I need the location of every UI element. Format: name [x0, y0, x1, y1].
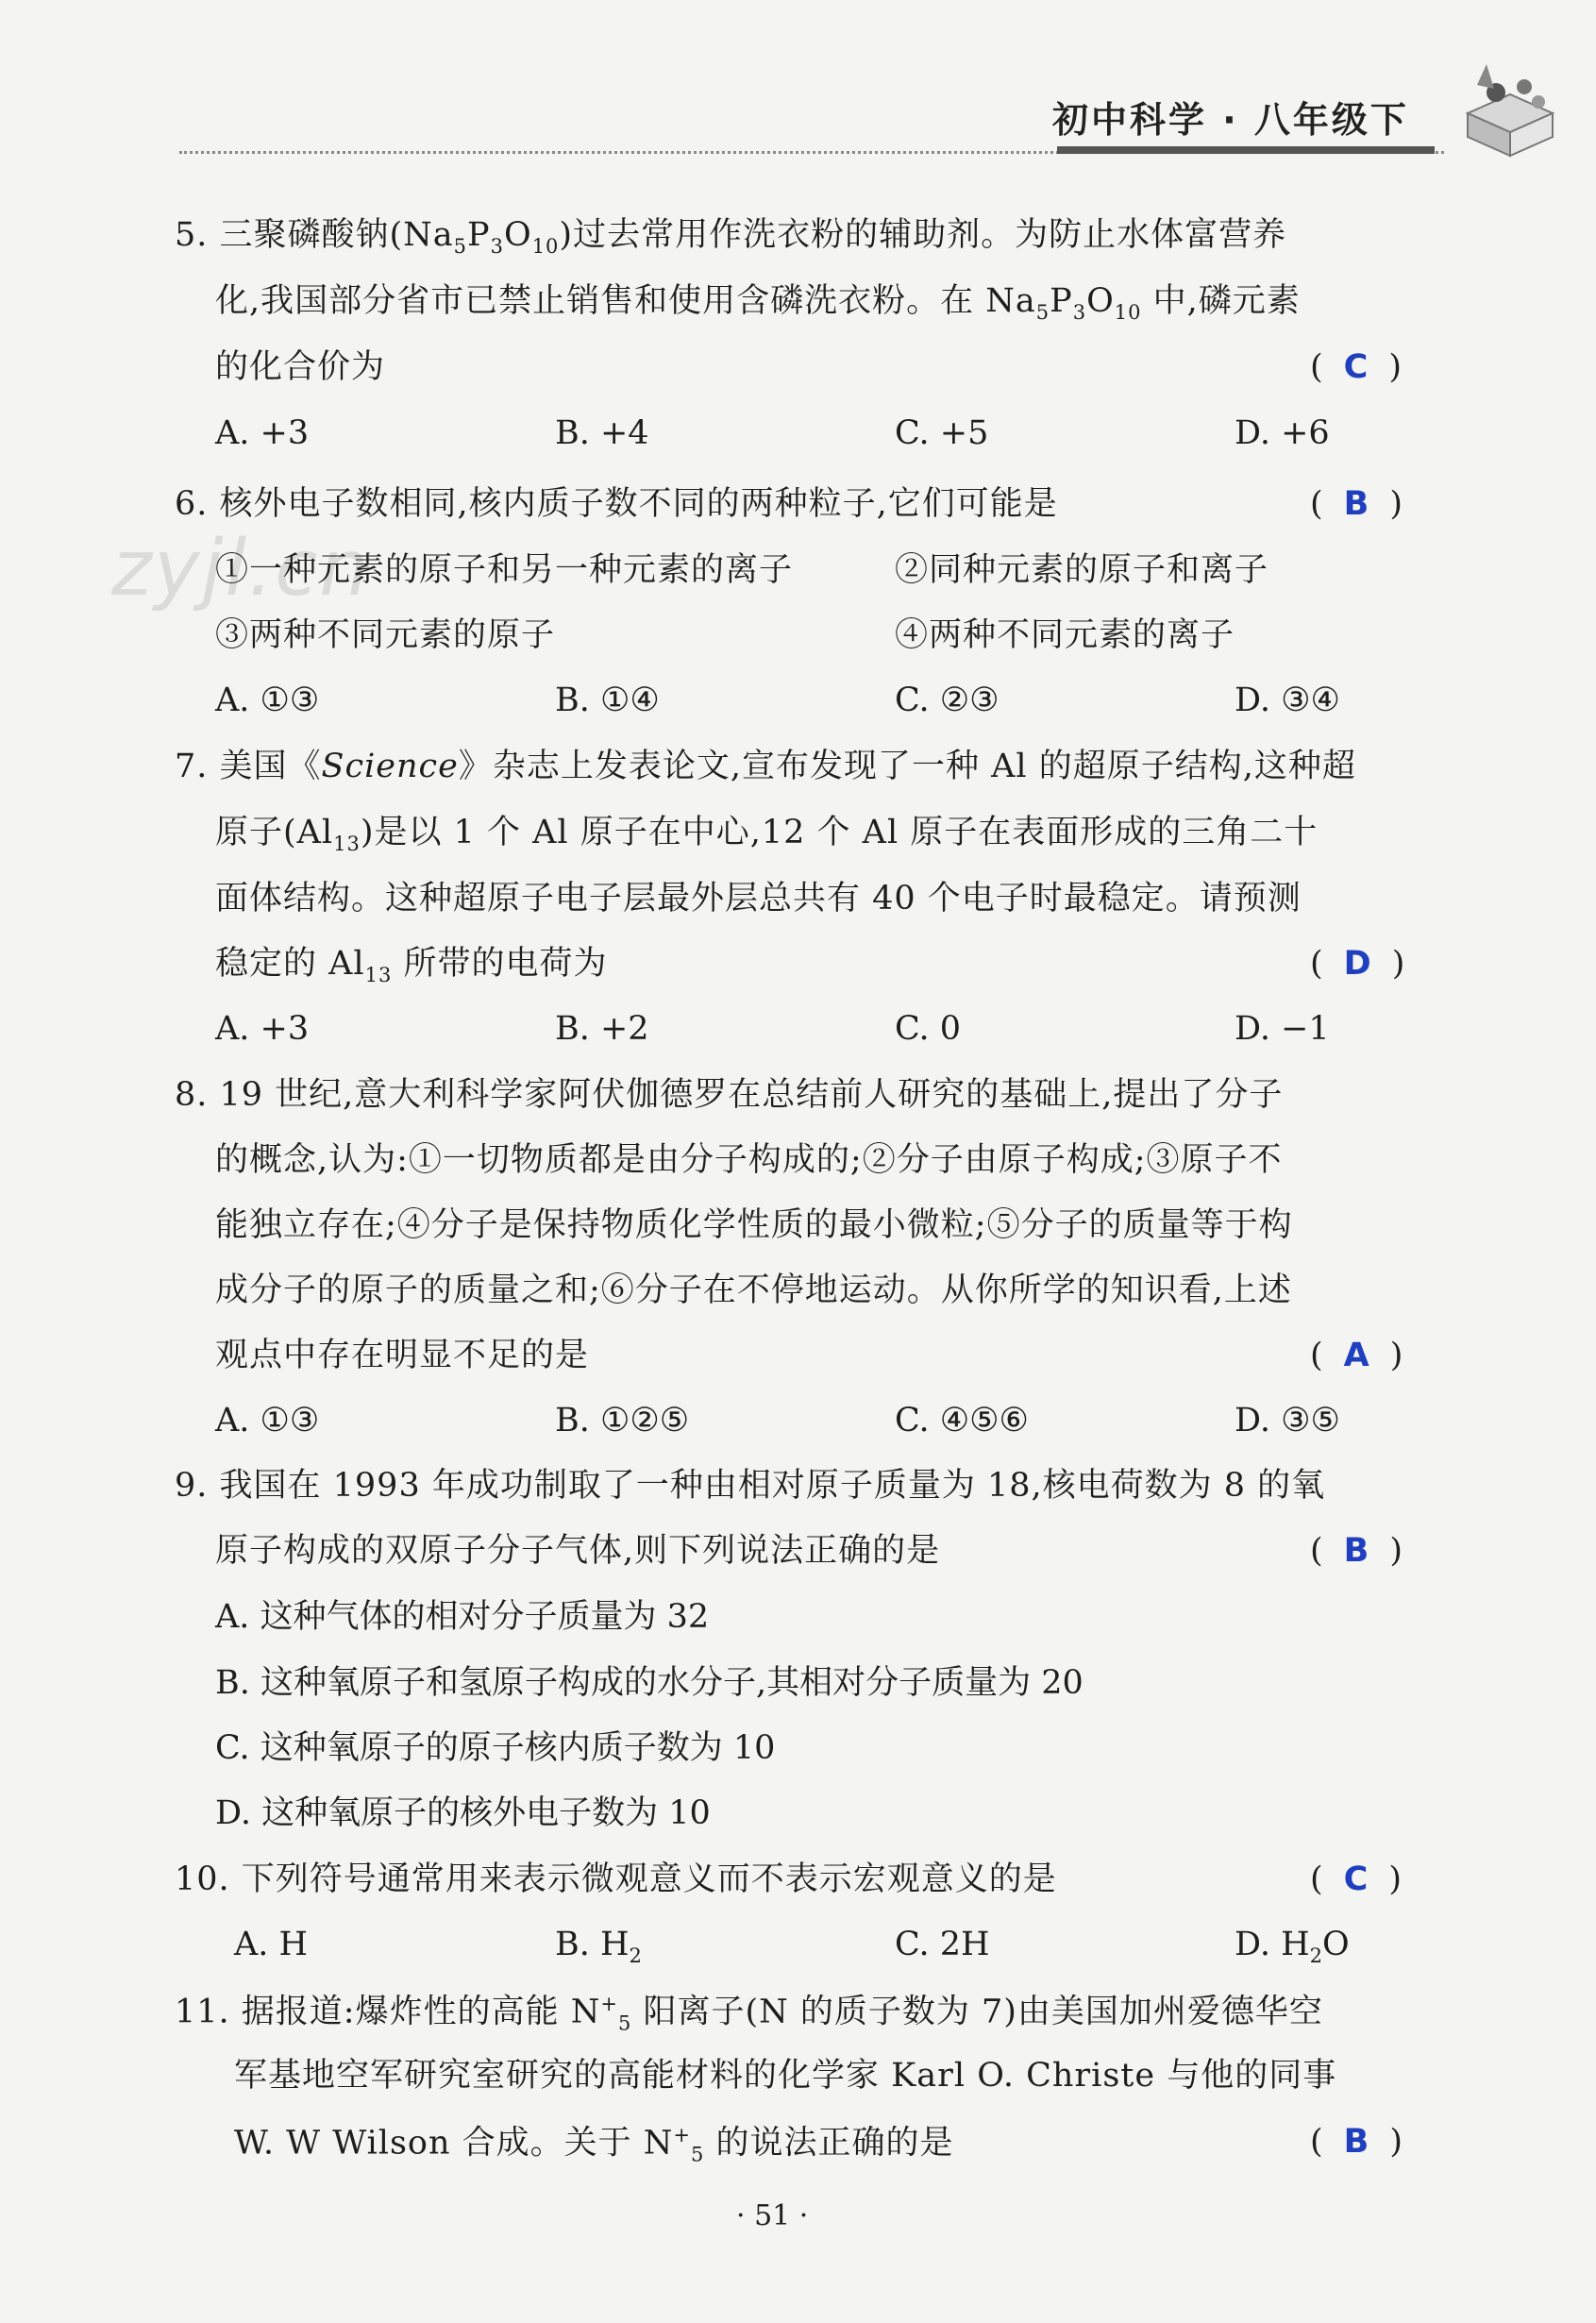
q8-line-3: 能独立存在;④分子是保持物质化学性质的最小微粒;⑤分子的质量等于构 — [215, 1206, 1293, 1244]
q8-line-5: 观点中存在明显不足的是 — [215, 1337, 590, 1374]
q5-line-1: 5. 三聚磷酸钠$(Na_5P_3O_{10})$过去常用作洗衣粉的辅助剂。为防止水体富营养 — [175, 216, 1287, 258]
q5-option-a: A. +3 — [215, 414, 310, 452]
q5-option-b: B. +4 — [555, 414, 649, 452]
q11-answer: ( B ) — [1310, 2123, 1403, 2161]
q6-option-a: A. ①③ — [215, 682, 320, 719]
q6-option-b: B. ①④ — [555, 682, 660, 719]
q7-line-2: 原子$(Al_{13})$是以 1 个 Al 原子在中心,12 个 Al 原子在表面形成的三角二十 — [215, 814, 1319, 855]
q5-line-3: 的化合价为 — [215, 348, 386, 386]
q9-line-2: 原子构成的双原子分子气体,则下列说法正确的是 — [215, 1532, 941, 1570]
q11-line-2: 军基地空军研究室研究的高能材料的化学家 Karl O. Christe 与他的同事 — [234, 2057, 1337, 2095]
q11-line-1: 11. 据报道:爆炸性的高能 $N^+_5$ 阳离子(N 的质子数为 7)由美国加州爱德华空 — [175, 1993, 1323, 2035]
watermark: zyjl.cn — [111, 524, 371, 614]
q8-line-4: 成分子的原子的质量之和;⑥分子在不停地运动。从你所学的知识看,上述 — [215, 1271, 1292, 1309]
q8-option-d: D. ③⑤ — [1235, 1402, 1340, 1439]
q7-option-b: B. +2 — [555, 1010, 649, 1048]
q5-line-2: 化,我国部分省市已禁止销售和使用含磷洗衣粉。在 $Na_5P_3O_{10}$ 中,磷元素 — [215, 282, 1301, 324]
q9-option-b: B. 这种氧原子和氢原子构成的水分子,其相对分子质量为 20 — [215, 1664, 1084, 1702]
q10-answer: ( C ) — [1310, 1860, 1402, 1898]
q10-line-1: 10. 下列符号通常用来表示微观意义而不表示宏观意义的是 — [175, 1860, 1057, 1898]
q5-option-c: C. +5 — [895, 414, 989, 452]
q11-line-3: W. W Wilson 合成。关于 $N^+_5$ 的说法正确的是 — [234, 2124, 954, 2166]
q9-answer: ( B ) — [1310, 1532, 1403, 1570]
q6-statement-1: ①一种元素的原子和另一种元素的离子 — [215, 551, 794, 589]
q9-line-1: 9. 我国在 1993 年成功制取了一种由相对原子质量为 18,核电荷数为 8 的氧 — [175, 1467, 1326, 1505]
q6-option-c: C. ②③ — [895, 682, 1000, 719]
q7-line-3: 面体结构。这种超原子电子层最外层总共有 40 个电子时最稳定。请预测 — [215, 880, 1302, 917]
q5-option-d: D. +6 — [1235, 414, 1330, 452]
q10-option-c: C. 2H — [895, 1926, 990, 1963]
q7-line-1: 7. 美国《Science》杂志上发表论文,宣布发现了一种 Al 的超原子结构,这种超 — [175, 748, 1356, 785]
q7-option-d: D. −1 — [1235, 1010, 1330, 1048]
q9-option-d: D. 这种氧原子的核外电子数为 10 — [215, 1794, 711, 1832]
q6-statement-2: ②同种元素的原子和离子 — [895, 551, 1269, 589]
page-number: · 51 · — [736, 2199, 809, 2232]
q9-option-c: C. 这种氧原子的原子核内质子数为 10 — [215, 1729, 776, 1767]
q9-option-a: A. 这种气体的相对分子质量为 32 — [215, 1598, 710, 1636]
q8-answer: ( A ) — [1310, 1337, 1403, 1374]
q10-option-b: B. $H_2$ — [555, 1926, 642, 1967]
q7-option-a: A. +3 — [215, 1010, 310, 1048]
q6-line-1: 6. 核外电子数相同,核内质子数不同的两种粒子,它们可能是 — [175, 485, 1058, 523]
q7-line-4: 稳定的 $Al_{13}$ 所带的电荷为 — [215, 945, 608, 986]
q7-answer: ( D ) — [1310, 945, 1405, 983]
header-rule-accent — [1057, 146, 1435, 154]
q5-answer: ( C ) — [1310, 348, 1402, 386]
q8-option-b: B. ①②⑤ — [555, 1402, 690, 1439]
q10-option-a: A. H — [234, 1926, 309, 1963]
q6-option-d: D. ③④ — [1235, 682, 1340, 719]
q8-line-2: 的概念,认为:①一切物质都是由分子构成的;②分子由原子构成;③原子不 — [215, 1141, 1283, 1179]
q6-statement-3: ③两种不同元素的原子 — [215, 616, 556, 654]
q8-line-1: 8. 19 世纪,意大利科学家阿伏伽德罗在总结前人研究的基础上,提出了分子 — [175, 1076, 1284, 1114]
q6-statement-4: ④两种不同元素的离子 — [895, 616, 1235, 654]
book-logo-icon — [1458, 57, 1562, 160]
running-header: 初中科学 · 八年级下 — [1052, 99, 1409, 141]
q6-answer: ( B ) — [1310, 485, 1403, 523]
q8-option-a: A. ①③ — [215, 1402, 320, 1439]
q10-option-d: D. $H_2O$ — [1235, 1926, 1350, 1967]
q8-option-c: C. ④⑤⑥ — [895, 1402, 1029, 1439]
q7-option-c: C. 0 — [895, 1010, 962, 1048]
